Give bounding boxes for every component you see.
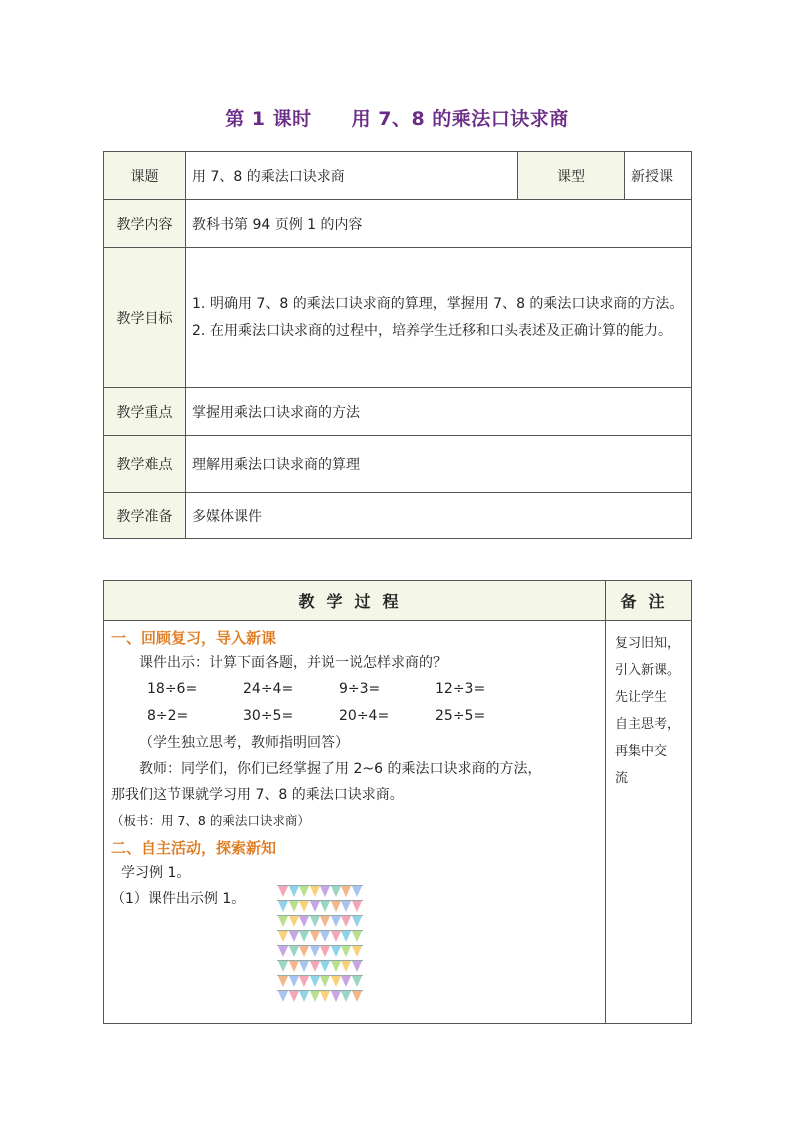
flag: [352, 961, 362, 972]
flag: [331, 901, 341, 912]
topic-label: 课题: [104, 152, 186, 200]
flag: [299, 991, 309, 1002]
think-text: （学生独立思考，教师指明回答）: [139, 735, 349, 751]
flag: [310, 931, 320, 942]
board-note: （板书：用 7、8 的乘法口诀求商）: [111, 813, 310, 828]
flag: [278, 916, 288, 927]
flag: [289, 991, 299, 1002]
row-content: [104, 200, 692, 248]
flag: [352, 901, 362, 912]
flag: [320, 886, 330, 897]
note-line: 复习旧知，: [615, 636, 681, 651]
lesson-number: 第 1 课时: [225, 108, 312, 130]
notes-content: [607, 622, 690, 792]
prep-label: 教学准备: [104, 493, 186, 539]
page-title: [0, 104, 794, 131]
flag: [341, 976, 351, 987]
flag-row: [277, 929, 363, 944]
flag: [310, 916, 320, 927]
study-text: 学习例 1。: [121, 865, 191, 881]
topic-value: 用 7、8 的乘法口诀求商: [186, 152, 518, 200]
flag: [278, 976, 288, 987]
flag-row: [277, 899, 363, 914]
flag: [341, 901, 351, 912]
lesson-title: 用 7、8 的乘法口诀求商: [351, 108, 569, 130]
flag: [289, 886, 299, 897]
flag: [278, 931, 288, 942]
flag: [278, 991, 288, 1002]
bunting-flags-image: [277, 884, 363, 1004]
notes-header: 备注: [606, 581, 692, 621]
flag: [310, 886, 320, 897]
flag: [320, 931, 330, 942]
flag: [331, 976, 341, 987]
flag: [278, 886, 288, 897]
flag: [310, 991, 320, 1002]
flag: [289, 946, 299, 957]
row-key-point: [104, 388, 692, 436]
flag: [331, 886, 341, 897]
flag-row: [277, 914, 363, 929]
difficulty-value: 理解用乘法口诀求商的算理: [186, 436, 692, 493]
flag: [289, 931, 299, 942]
row-prep: [104, 493, 692, 539]
flag: [299, 976, 309, 987]
teaching-process-table: [103, 580, 692, 1024]
flag-row: [277, 944, 363, 959]
flag: [331, 916, 341, 927]
row-goals: [104, 248, 692, 388]
type-value: 新授课: [625, 152, 692, 200]
section-explore: 二、自主活动，探索新知: [111, 839, 277, 857]
flag-row: [277, 974, 363, 989]
note-line: 流: [615, 771, 629, 786]
flag: [331, 991, 341, 1002]
goal-list: [186, 248, 692, 388]
flag: [320, 916, 330, 927]
flag: [341, 931, 351, 942]
note-line: 引入新课。: [615, 663, 681, 678]
flag: [299, 946, 309, 957]
flag: [278, 961, 288, 972]
type-label: 课型: [518, 152, 625, 200]
flag: [331, 946, 341, 957]
process-header: 教学过程: [104, 581, 606, 621]
note-line: 先让学生: [615, 690, 668, 705]
flag: [320, 901, 330, 912]
flag: [289, 961, 299, 972]
process-header-row: [104, 581, 692, 621]
teacher-line-2: 那我们这节课就学习用 7、8 的乘法口诀求商。（板书：用 7、8 的乘法口诀求商）: [111, 787, 404, 828]
flag: [352, 886, 362, 897]
flag: [341, 961, 351, 972]
flag: [310, 976, 320, 987]
flag: [299, 901, 309, 912]
flag: [341, 886, 351, 897]
flag: [289, 916, 299, 927]
flag: [341, 916, 351, 927]
intro-text: 课件出示：计算下面各题，并说一说怎样求商的？: [139, 655, 447, 671]
note-line: 自主思考，: [615, 717, 681, 732]
flag: [352, 931, 362, 942]
lesson-info-table: [103, 151, 692, 539]
goal-item-2: 2. 在用乘法口诀求商的过程中，培养学生迁移和口头表述及正确计算的能力。: [192, 322, 672, 339]
section-review: 一、回顾复习，导入新课: [111, 629, 277, 647]
flag: [310, 946, 320, 957]
key-value: 掌握用乘法口诀求商的方法: [186, 388, 692, 436]
process-content: [105, 622, 604, 1022]
row-difficulty: [104, 436, 692, 493]
flag: [352, 976, 362, 987]
flag: [341, 946, 351, 957]
flag: [320, 991, 330, 1002]
flag: [299, 886, 309, 897]
step-1-text: （1）课件出示例 1。: [111, 891, 246, 907]
flag-row: [277, 989, 363, 1004]
note-line: 再集中交: [615, 744, 668, 759]
flag: [278, 946, 288, 957]
flag: [289, 976, 299, 987]
row-topic: [104, 152, 692, 200]
flag: [278, 901, 288, 912]
flag: [289, 901, 299, 912]
flag: [352, 916, 362, 927]
calc-row-1: 18÷6= 24÷4= 9÷3= 12÷3=: [147, 681, 486, 697]
flag: [331, 961, 341, 972]
prep-value: 多媒体课件: [186, 493, 692, 539]
calc-row-2: 8÷2= 30÷5= 20÷4= 25÷5=: [147, 708, 486, 724]
flag: [352, 991, 362, 1002]
flag: [341, 991, 351, 1002]
process-body-row: [104, 621, 692, 1024]
teacher-line-1: 教师：同学们，你们已经掌握了用 2~6 的乘法口诀求商的方法，: [139, 761, 542, 777]
difficulty-label: 教学难点: [104, 436, 186, 493]
flag: [299, 931, 309, 942]
flag: [320, 946, 330, 957]
content-value: 教科书第 94 页例 1 的内容: [186, 200, 692, 248]
flag: [320, 976, 330, 987]
flag: [352, 946, 362, 957]
flag: [331, 931, 341, 942]
goal-label: 教学目标: [104, 248, 186, 388]
content-label: 教学内容: [104, 200, 186, 248]
flag: [299, 916, 309, 927]
flag: [299, 961, 309, 972]
key-label: 教学重点: [104, 388, 186, 436]
flag-row: [277, 884, 363, 899]
flag: [310, 901, 320, 912]
flag: [320, 961, 330, 972]
flag: [310, 961, 320, 972]
goal-item-1: 1. 明确用 7、8 的乘法口诀求商的算理，掌握用 7、8 的乘法口诀求商的方法。: [192, 295, 684, 312]
flag-row: [277, 959, 363, 974]
